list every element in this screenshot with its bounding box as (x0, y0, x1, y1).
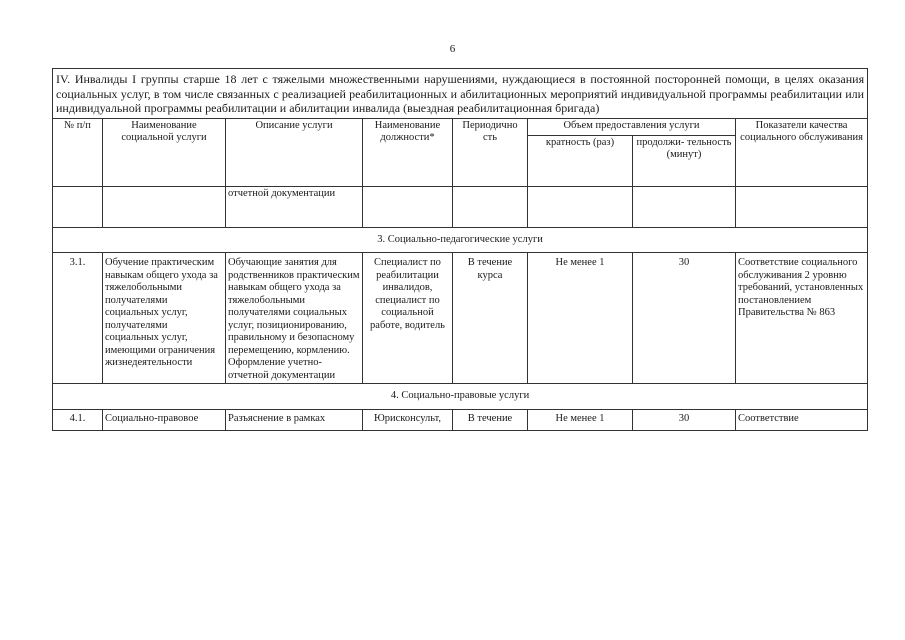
cell-multiplicity: Не менее 1 (528, 409, 633, 430)
col-header-periodicity: Периодично сть (453, 118, 528, 186)
cell-duration: 30 (633, 253, 736, 384)
cell-description: Обучающие занятия для родственников практическим навыкам общего ухода за тяжелобольными получателями социальных услуг, позиционированию, правильному и безопасному перемещению, кормлению. Оформление учетно-отчетной документации (226, 253, 363, 384)
cell-periodicity: В течение (453, 409, 528, 430)
cell-quality: Соответствие социального обслуживания 2 уровню требований, установленных постановлением Правительства № 863 (736, 253, 868, 384)
col-header-num: № п/п (53, 118, 103, 186)
cell-description: отчетной документации (226, 186, 363, 227)
cell-service-name: Обучение практическим навыкам общего ухода за тяжелобольными получателями социальных услуг, получателями социальных услуг, имеющими ограничения жизнедеятельности (103, 253, 226, 384)
cell-num: 4.1. (53, 409, 103, 430)
cell-description: Разъяснение в рамках (226, 409, 363, 430)
cell-quality: Соответствие (736, 409, 868, 430)
continuation-row (53, 186, 868, 227)
col-header-description: Описание услуги (226, 118, 363, 186)
section-title-3: 3. Социально-педагогические услуги (53, 227, 868, 253)
services-table (52, 68, 868, 431)
page-number: 6 (449, 43, 456, 55)
col-header-duration: продолжи- тельность (минут) (633, 135, 736, 186)
section-heading: IV. Инвалиды I группы старше 18 лет с тяжелыми множественными нарушениями, нуждающиеся в постоянной посторонней помощи, в целях оказания социальных услуг, в том числе связанных с реализацией реабилитационных и абилитационных мероприятий индивидуальной программы реабилитации или индивидуальной программы реабилитации и абилитации инвалида (выездная реабилитационная бригада) (53, 69, 868, 119)
col-header-service-name: Наименование социальной услуги (103, 118, 226, 186)
col-header-multiplicity: кратность (раз) (528, 135, 633, 186)
cell-multiplicity: Не менее 1 (528, 253, 633, 384)
cell-periodicity: В течение курса (453, 253, 528, 384)
cell-num: 3.1. (53, 253, 103, 384)
cell-position: Юрисконсульт, (363, 409, 453, 430)
table-row (53, 253, 868, 384)
col-header-position: Наименование должности* (363, 118, 453, 186)
cell-service-name: Социально-правовое (103, 409, 226, 430)
table-row (53, 409, 868, 430)
cell-position: Специалист по реабилитации инвалидов, специалист по социальной работе, водитель (363, 253, 453, 384)
cell-duration: 30 (633, 409, 736, 430)
col-header-quality: Показатели качества социального обслуживания (736, 118, 868, 186)
col-header-volume: Объем предоставления услуги (528, 118, 736, 135)
section-title-4: 4. Социально-правовые услуги (53, 384, 868, 410)
